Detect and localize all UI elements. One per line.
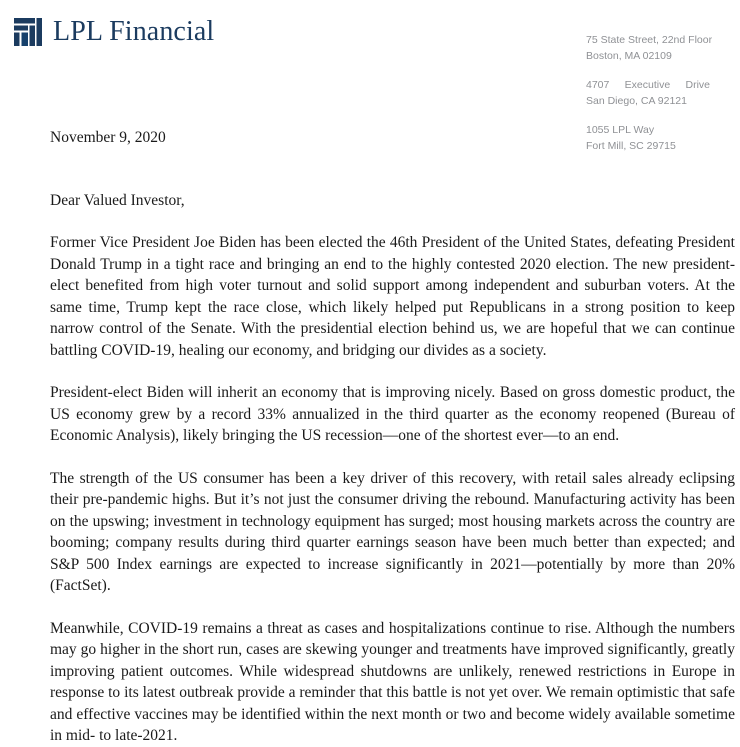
lpl-logo-mark-icon xyxy=(14,18,42,46)
letter-salutation: Dear Valued Investor, xyxy=(50,192,185,209)
address-line-1: 75 State Street, 22nd Floor xyxy=(586,34,713,46)
brand-logo xyxy=(14,18,214,46)
letter-paragraph: Meanwhile, COVID-19 remains a threat as cases and hospitalizations continue to rise. Although the numbers may go higher in the short run, cases are skewing younger and treatments have improved significantly, greatly improving patient outcomes. While widespread shutdowns are unlikely, renewed restrictions in Europe in response to its latest outbreak provide a reminder that this battle is not yet over. We remain optimistic that safe and effective vaccines may be identified within the next month or two and become widely available sometime in mid- to late-2021. xyxy=(50,619,735,744)
address-line-2: Fort Mill, SC 29715 xyxy=(586,139,676,152)
letter-body xyxy=(50,128,735,747)
letter-paragraph: The strength of the US consumer has been a key driver of this recovery, with retail sales already eclipsing their pre-pandemic highs. But it’s not just the consumer driving the rebound. Manufacturing activity has been on the upswing; investment in technology equipment has surged; most housing markets across the country are booming; company results during third quarter earnings season have been much better than expected; and S&P 500 Index earnings are expected to increase significantly in 2021—potentially by more than 20% (FactSet). xyxy=(50,469,735,594)
address-line-1: 1055 LPL Way xyxy=(586,124,655,136)
address-block-san-diego xyxy=(586,78,738,109)
letter-date: November 9, 2020 xyxy=(50,129,166,146)
brand-name-text: LPL Financial xyxy=(53,16,215,47)
address-line-2: San Diego, CA 92121 xyxy=(586,94,687,107)
address-line-1: 4707 Executive Drive xyxy=(586,79,710,91)
address-block-boston xyxy=(586,33,738,64)
address-line-2: Boston, MA 02109 xyxy=(586,49,672,62)
letter-paragraph: President-elect Biden will inherit an economy that is improving nicely. Based on gross domestic product, the US economy grew by a record 33% annualized in the third quarter as the economy reopened (Bureau of Economic Analysis), likely bringing the US recession—one of the shortest ever—to an end. xyxy=(50,384,735,444)
letter-paragraph: Former Vice President Joe Biden has been elected the 46th President of the United States, defeating President Donald Trump in a tight race and bringing an end to the highly contested 2020 election. The new president-elect benefited from high voter turnout and solid support among independent and suburban voters. At the same time, Trump kept the race close, which likely helped put Republicans in a strong position to keep narrow control of the Senate. With the presidential election behind us, we are hopeful that we can continue battling COVID-19, healing our economy, and bridging our divides as a society. xyxy=(50,234,735,359)
